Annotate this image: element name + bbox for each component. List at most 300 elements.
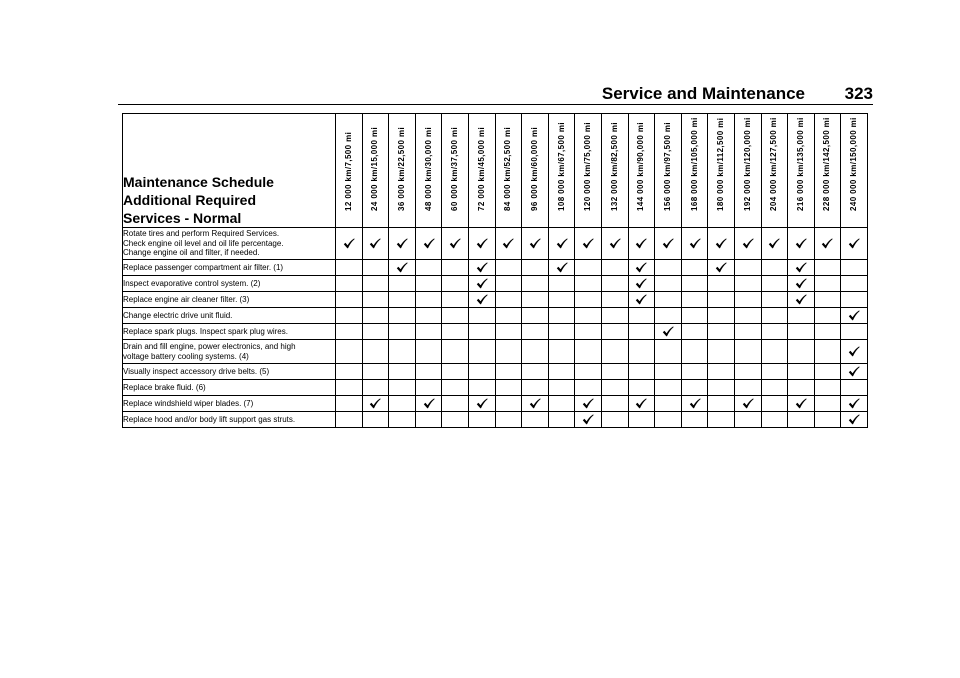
schedule-cell bbox=[655, 260, 682, 276]
table-row bbox=[123, 260, 868, 276]
checkmark-icon bbox=[848, 238, 860, 249]
checkmark-icon bbox=[423, 398, 435, 409]
maintenance-schedule-table bbox=[122, 113, 868, 428]
schedule-cell bbox=[415, 308, 442, 324]
schedule-cell bbox=[468, 276, 495, 292]
schedule-cell bbox=[495, 412, 522, 428]
schedule-cell bbox=[601, 276, 628, 292]
schedule-cell bbox=[336, 292, 363, 308]
column-header bbox=[389, 114, 416, 228]
task-description bbox=[123, 380, 336, 396]
schedule-cell bbox=[442, 364, 469, 380]
schedule-cell bbox=[841, 228, 868, 260]
schedule-cell bbox=[575, 308, 602, 324]
schedule-cell bbox=[495, 324, 522, 340]
schedule-cell bbox=[734, 380, 761, 396]
schedule-cell bbox=[415, 412, 442, 428]
schedule-cell bbox=[522, 324, 549, 340]
schedule-cell bbox=[708, 364, 735, 380]
table-row bbox=[123, 380, 868, 396]
column-header-label: 192 000 km/120,000 mi bbox=[742, 117, 752, 211]
schedule-cell bbox=[389, 308, 416, 324]
checkmark-icon bbox=[635, 238, 647, 249]
checkmark-icon bbox=[662, 238, 674, 249]
schedule-cell bbox=[708, 308, 735, 324]
column-header-label: 96 000 km/60,000 mi bbox=[529, 126, 539, 211]
schedule-cell bbox=[389, 324, 416, 340]
column-header bbox=[734, 114, 761, 228]
schedule-cell bbox=[734, 308, 761, 324]
schedule-cell bbox=[601, 228, 628, 260]
checkmark-icon bbox=[635, 294, 647, 305]
schedule-cell bbox=[655, 228, 682, 260]
column-header-label: 60 000 km/37,500 mi bbox=[450, 126, 460, 211]
schedule-cell bbox=[628, 308, 655, 324]
schedule-cell bbox=[495, 276, 522, 292]
schedule-cell bbox=[548, 340, 575, 364]
schedule-cell bbox=[336, 380, 363, 396]
column-header-label: 180 000 km/112,500 mi bbox=[716, 117, 726, 211]
task-description bbox=[123, 324, 336, 340]
schedule-cell bbox=[601, 380, 628, 396]
schedule-cell bbox=[628, 396, 655, 412]
schedule-cell bbox=[681, 308, 708, 324]
checkmark-icon bbox=[423, 238, 435, 249]
schedule-cell bbox=[788, 260, 815, 276]
schedule-cell bbox=[681, 228, 708, 260]
schedule-cell bbox=[389, 340, 416, 364]
schedule-cell bbox=[788, 396, 815, 412]
checkmark-icon bbox=[556, 262, 568, 273]
schedule-cell bbox=[468, 324, 495, 340]
schedule-cell bbox=[495, 260, 522, 276]
schedule-cell bbox=[788, 292, 815, 308]
schedule-cell bbox=[708, 340, 735, 364]
schedule-cell bbox=[628, 340, 655, 364]
schedule-cell bbox=[495, 340, 522, 364]
column-header-label: 120 000 km/75,000 mi bbox=[583, 122, 593, 211]
schedule-cell bbox=[415, 260, 442, 276]
schedule-cell bbox=[468, 228, 495, 260]
schedule-cell bbox=[548, 260, 575, 276]
schedule-cell bbox=[841, 276, 868, 292]
column-header-label: 216 000 km/135,000 mi bbox=[795, 117, 805, 211]
schedule-cell bbox=[734, 228, 761, 260]
schedule-cell bbox=[495, 364, 522, 380]
schedule-cell bbox=[362, 380, 389, 396]
schedule-cell bbox=[389, 364, 416, 380]
checkmark-icon bbox=[529, 398, 541, 409]
schedule-cell bbox=[415, 228, 442, 260]
task-description bbox=[123, 276, 336, 292]
schedule-cell bbox=[841, 308, 868, 324]
task-description bbox=[123, 308, 336, 324]
schedule-cell bbox=[734, 276, 761, 292]
table-row bbox=[123, 308, 868, 324]
column-header-label: 84 000 km/52,500 mi bbox=[503, 126, 513, 211]
schedule-cell bbox=[548, 380, 575, 396]
column-header bbox=[601, 114, 628, 228]
schedule-cell bbox=[468, 340, 495, 364]
checkmark-icon bbox=[609, 238, 621, 249]
schedule-cell bbox=[681, 396, 708, 412]
schedule-cell bbox=[628, 276, 655, 292]
task-line: Replace brake fluid. (6) bbox=[123, 382, 206, 392]
schedule-cell bbox=[681, 340, 708, 364]
schedule-cell bbox=[442, 340, 469, 364]
checkmark-icon bbox=[795, 238, 807, 249]
column-header-label: 12 000 km/7,500 mi bbox=[343, 131, 353, 211]
table-body bbox=[123, 228, 868, 428]
schedule-cell bbox=[415, 380, 442, 396]
column-header-label: 168 000 km/105,000 mi bbox=[689, 117, 699, 211]
checkmark-icon bbox=[582, 414, 594, 425]
schedule-cell bbox=[442, 324, 469, 340]
checkmark-icon bbox=[582, 398, 594, 409]
schedule-cell bbox=[336, 340, 363, 364]
schedule-cell bbox=[522, 276, 549, 292]
schedule-cell bbox=[495, 308, 522, 324]
schedule-cell bbox=[389, 412, 416, 428]
column-header-label: 240 000 km/150,000 mi bbox=[849, 117, 859, 211]
schedule-cell bbox=[575, 380, 602, 396]
checkmark-icon bbox=[529, 238, 541, 249]
schedule-cell bbox=[708, 228, 735, 260]
schedule-cell bbox=[336, 364, 363, 380]
table-title-line: Maintenance Schedule bbox=[123, 174, 274, 190]
header-rule bbox=[118, 104, 873, 105]
schedule-cell bbox=[814, 308, 841, 324]
schedule-cell bbox=[415, 292, 442, 308]
schedule-cell bbox=[468, 380, 495, 396]
column-header bbox=[708, 114, 735, 228]
schedule-cell bbox=[788, 308, 815, 324]
checkmark-icon bbox=[742, 238, 754, 249]
column-header bbox=[655, 114, 682, 228]
schedule-cell bbox=[814, 412, 841, 428]
schedule-cell bbox=[681, 412, 708, 428]
schedule-cell bbox=[708, 412, 735, 428]
checkmark-icon bbox=[476, 294, 488, 305]
schedule-cell bbox=[628, 324, 655, 340]
column-header bbox=[442, 114, 469, 228]
schedule-cell bbox=[575, 292, 602, 308]
column-header-label: 36 000 km/22,500 mi bbox=[396, 126, 406, 211]
schedule-cell bbox=[681, 292, 708, 308]
schedule-cell bbox=[575, 340, 602, 364]
schedule-cell bbox=[628, 292, 655, 308]
schedule-cell bbox=[708, 276, 735, 292]
checkmark-icon bbox=[848, 414, 860, 425]
schedule-cell bbox=[761, 276, 788, 292]
schedule-cell bbox=[575, 276, 602, 292]
checkmark-icon bbox=[635, 278, 647, 289]
schedule-cell bbox=[788, 276, 815, 292]
schedule-cell bbox=[628, 412, 655, 428]
schedule-cell bbox=[495, 396, 522, 412]
schedule-cell bbox=[814, 396, 841, 412]
schedule-cell bbox=[522, 380, 549, 396]
schedule-cell bbox=[708, 396, 735, 412]
column-header-label: 156 000 km/97,500 mi bbox=[662, 122, 672, 211]
schedule-cell bbox=[415, 324, 442, 340]
schedule-cell bbox=[468, 292, 495, 308]
schedule-cell bbox=[362, 324, 389, 340]
checkmark-icon bbox=[476, 278, 488, 289]
task-description bbox=[123, 364, 336, 380]
checkmark-icon bbox=[476, 262, 488, 273]
schedule-cell bbox=[442, 292, 469, 308]
schedule-cell bbox=[601, 260, 628, 276]
table-row bbox=[123, 396, 868, 412]
schedule-cell bbox=[734, 340, 761, 364]
table-row bbox=[123, 340, 868, 364]
column-header-label: 228 000 km/142,500 mi bbox=[822, 117, 832, 211]
schedule-cell bbox=[389, 380, 416, 396]
schedule-cell bbox=[681, 364, 708, 380]
schedule-cell bbox=[362, 228, 389, 260]
schedule-cell bbox=[841, 364, 868, 380]
schedule-cell bbox=[601, 412, 628, 428]
schedule-cell bbox=[522, 396, 549, 412]
checkmark-icon bbox=[343, 238, 355, 249]
schedule-cell bbox=[522, 364, 549, 380]
schedule-cell bbox=[442, 396, 469, 412]
schedule-cell bbox=[362, 340, 389, 364]
schedule-cell bbox=[548, 412, 575, 428]
checkmark-icon bbox=[848, 366, 860, 377]
schedule-cell bbox=[761, 324, 788, 340]
schedule-cell bbox=[761, 260, 788, 276]
column-header-label: 48 000 km/30,000 mi bbox=[423, 126, 433, 211]
table-header-row bbox=[123, 114, 868, 228]
schedule-cell bbox=[655, 308, 682, 324]
table-row bbox=[123, 276, 868, 292]
schedule-cell bbox=[734, 260, 761, 276]
schedule-cell bbox=[442, 412, 469, 428]
page-number: 323 bbox=[844, 84, 873, 103]
schedule-cell bbox=[389, 396, 416, 412]
schedule-cell bbox=[841, 324, 868, 340]
checkmark-icon bbox=[582, 238, 594, 249]
schedule-cell bbox=[601, 324, 628, 340]
table-row bbox=[123, 228, 868, 260]
schedule-cell bbox=[788, 340, 815, 364]
schedule-cell bbox=[442, 380, 469, 396]
schedule-cell bbox=[681, 260, 708, 276]
schedule-cell bbox=[468, 364, 495, 380]
schedule-cell bbox=[336, 324, 363, 340]
schedule-cell bbox=[655, 412, 682, 428]
column-header bbox=[495, 114, 522, 228]
schedule-cell bbox=[708, 260, 735, 276]
column-header bbox=[628, 114, 655, 228]
schedule-cell bbox=[681, 380, 708, 396]
task-line: Inspect evaporative control system. (2) bbox=[123, 278, 261, 288]
schedule-cell bbox=[575, 260, 602, 276]
column-header bbox=[548, 114, 575, 228]
schedule-cell bbox=[734, 412, 761, 428]
schedule-cell bbox=[548, 228, 575, 260]
task-line: Drain and fill engine, power electronics, and high bbox=[123, 342, 296, 351]
checkmark-icon bbox=[795, 278, 807, 289]
schedule-cell bbox=[841, 260, 868, 276]
schedule-cell bbox=[495, 380, 522, 396]
checkmark-icon bbox=[689, 398, 701, 409]
schedule-cell bbox=[841, 412, 868, 428]
schedule-cell bbox=[708, 324, 735, 340]
checkmark-icon bbox=[848, 346, 860, 357]
schedule-cell bbox=[788, 364, 815, 380]
checkmark-icon bbox=[476, 398, 488, 409]
schedule-cell bbox=[734, 396, 761, 412]
checkmark-icon bbox=[396, 238, 408, 249]
schedule-cell bbox=[734, 324, 761, 340]
schedule-cell bbox=[522, 340, 549, 364]
schedule-cell bbox=[362, 364, 389, 380]
schedule-cell bbox=[362, 396, 389, 412]
schedule-cell bbox=[601, 292, 628, 308]
checkmark-icon bbox=[369, 238, 381, 249]
task-line: Replace spark plugs. Inspect spark plug wires. bbox=[123, 326, 288, 336]
schedule-cell bbox=[655, 324, 682, 340]
schedule-cell bbox=[655, 396, 682, 412]
schedule-cell bbox=[362, 412, 389, 428]
checkmark-icon bbox=[821, 238, 833, 249]
column-header-label: 72 000 km/45,000 mi bbox=[476, 126, 486, 211]
column-header bbox=[681, 114, 708, 228]
checkmark-icon bbox=[635, 262, 647, 273]
checkmark-icon bbox=[449, 238, 461, 249]
schedule-cell bbox=[761, 396, 788, 412]
table-row bbox=[123, 412, 868, 428]
schedule-cell bbox=[336, 308, 363, 324]
checkmark-icon bbox=[848, 398, 860, 409]
schedule-cell bbox=[814, 260, 841, 276]
schedule-cell bbox=[522, 260, 549, 276]
schedule-cell bbox=[548, 308, 575, 324]
checkmark-icon bbox=[662, 326, 674, 337]
column-header-label: 24 000 km/15,000 mi bbox=[370, 126, 380, 211]
schedule-cell bbox=[389, 228, 416, 260]
table-row bbox=[123, 292, 868, 308]
schedule-cell bbox=[468, 412, 495, 428]
schedule-cell bbox=[761, 228, 788, 260]
schedule-cell bbox=[734, 292, 761, 308]
schedule-cell bbox=[814, 340, 841, 364]
schedule-cell bbox=[788, 324, 815, 340]
column-header bbox=[362, 114, 389, 228]
column-header bbox=[336, 114, 363, 228]
task-description bbox=[123, 396, 336, 412]
schedule-cell bbox=[336, 276, 363, 292]
table-title bbox=[123, 114, 336, 228]
schedule-cell bbox=[788, 228, 815, 260]
schedule-cell bbox=[575, 396, 602, 412]
page-header bbox=[118, 83, 873, 105]
task-line: Replace hood and/or body lift support gas struts. bbox=[123, 414, 296, 424]
schedule-cell bbox=[495, 292, 522, 308]
table-row bbox=[123, 324, 868, 340]
task-description bbox=[123, 260, 336, 276]
schedule-cell bbox=[761, 412, 788, 428]
schedule-cell bbox=[841, 396, 868, 412]
checkmark-icon bbox=[795, 262, 807, 273]
schedule-cell bbox=[708, 380, 735, 396]
checkmark-icon bbox=[742, 398, 754, 409]
schedule-cell bbox=[734, 364, 761, 380]
task-line: Check engine oil level and oil life percentage. bbox=[123, 238, 284, 248]
schedule-cell bbox=[601, 396, 628, 412]
schedule-cell bbox=[548, 396, 575, 412]
schedule-cell bbox=[442, 228, 469, 260]
schedule-cell bbox=[415, 340, 442, 364]
schedule-cell bbox=[495, 228, 522, 260]
schedule-cell bbox=[362, 292, 389, 308]
schedule-cell bbox=[681, 276, 708, 292]
schedule-cell bbox=[841, 292, 868, 308]
task-description bbox=[123, 228, 336, 260]
schedule-cell bbox=[814, 364, 841, 380]
checkmark-icon bbox=[715, 262, 727, 273]
task-line: Rotate tires and perform Required Services. bbox=[123, 229, 280, 239]
task-line: Change engine oil and filter, if needed. bbox=[123, 248, 260, 258]
column-header-label: 204 000 km/127,500 mi bbox=[769, 117, 779, 211]
schedule-cell bbox=[575, 228, 602, 260]
schedule-cell bbox=[442, 260, 469, 276]
schedule-cell bbox=[628, 260, 655, 276]
task-description bbox=[123, 292, 336, 308]
schedule-cell bbox=[442, 308, 469, 324]
section-title: Service and Maintenance bbox=[601, 84, 805, 103]
schedule-cell bbox=[522, 228, 549, 260]
checkmark-icon bbox=[795, 398, 807, 409]
schedule-cell bbox=[468, 396, 495, 412]
schedule-cell bbox=[468, 308, 495, 324]
task-description bbox=[123, 340, 336, 364]
task-line: Replace windshield wiper blades. (7) bbox=[123, 398, 254, 408]
schedule-cell bbox=[548, 276, 575, 292]
schedule-cell bbox=[814, 276, 841, 292]
schedule-cell bbox=[601, 364, 628, 380]
checkmark-icon bbox=[369, 398, 381, 409]
schedule-cell bbox=[681, 324, 708, 340]
schedule-cell bbox=[628, 228, 655, 260]
schedule-cell bbox=[548, 324, 575, 340]
schedule-cell bbox=[841, 380, 868, 396]
schedule-cell bbox=[655, 276, 682, 292]
schedule-cell bbox=[841, 340, 868, 364]
column-header-label: 108 000 km/67,500 mi bbox=[556, 122, 566, 211]
schedule-cell bbox=[362, 260, 389, 276]
schedule-cell bbox=[655, 364, 682, 380]
column-header bbox=[575, 114, 602, 228]
column-header bbox=[761, 114, 788, 228]
checkmark-icon bbox=[556, 238, 568, 249]
column-header bbox=[841, 114, 868, 228]
task-line: Replace engine air cleaner filter. (3) bbox=[123, 294, 250, 304]
checkmark-icon bbox=[715, 238, 727, 249]
table-title-line: Additional Required bbox=[123, 192, 256, 208]
column-header bbox=[415, 114, 442, 228]
schedule-cell bbox=[655, 340, 682, 364]
task-line: Replace passenger compartment air filter. (1) bbox=[123, 262, 284, 272]
schedule-cell bbox=[415, 396, 442, 412]
schedule-cell bbox=[761, 308, 788, 324]
schedule-cell bbox=[336, 396, 363, 412]
checkmark-icon bbox=[795, 294, 807, 305]
schedule-cell bbox=[761, 380, 788, 396]
